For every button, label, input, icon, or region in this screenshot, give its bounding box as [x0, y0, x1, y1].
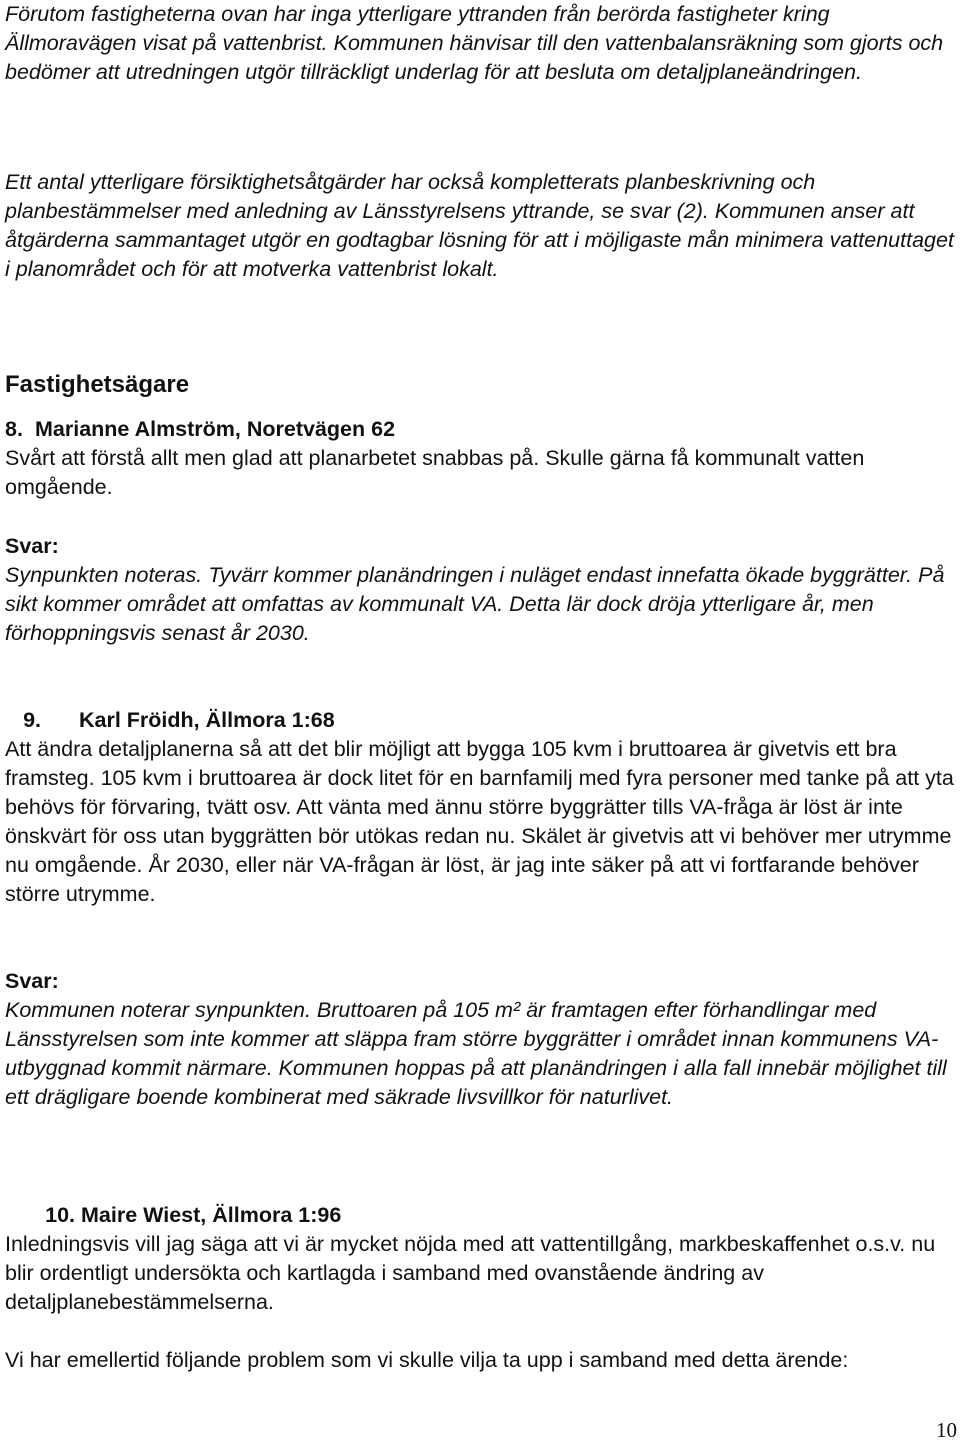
- item-comment: Svårt att förstå allt men glad att planarbetet snabbas på. Skulle gärna få kommunalt vatten omgående.: [5, 446, 865, 499]
- svar-label: Svar:: [5, 534, 59, 558]
- item-name: Maire Wiest, Ällmora 1:96: [81, 1203, 342, 1227]
- svar-text: Kommunen noterar synpunkten. Bruttoaren på 105 m² är framtagen efter förhandlingar med Länsstyrelsen som inte kommer att släppa fram större byggrätter i området innan kommunens VA-utbyggnad kommit närmare. Kommunen hoppas på att planändringen i alla fall innebär möjlighet till ett drägligare boende kombinerat med säkrade livsvillkor för naturlivet.: [5, 998, 947, 1109]
- item-name: Marianne Almström, Noretvägen 62: [35, 417, 396, 441]
- item-name: Karl Fröidh, Ällmora 1:68: [79, 708, 335, 732]
- svar-label: Svar:: [5, 969, 59, 993]
- item-number: 10.: [45, 1203, 75, 1227]
- item-comment: Inledningsvis vill jag säga att vi är mycket nöjda med att vattentillgång, markbeskaffenhet o.s.v. nu blir ordentligt undersökta och kartlagda i samband med ovanstående ändring av detaljplanebestämmelserna.: [5, 1232, 936, 1314]
- item-number: 9.: [23, 708, 41, 732]
- svar-text: Synpunkten noteras. Tyvärr kommer planändringen i nuläget endast innefatta ökade byggrätter. På sikt kommer området att omfattas av kommunalt VA. Detta lär dock dröja ytterligare år, men förhoppningsvis senast år 2030.: [5, 563, 945, 645]
- intro-paragraph: Förutom fastigheterna ovan har inga ytterligare yttranden från berörda fastigheter kring Ällmoravägen visat på vattenbrist. Kommunen hänvisar till den vattenbalansräkning som gjorts och bedömer att utredningen utgör tillräckligt underlag för att besluta om detaljplaneändringen.: [5, 2, 944, 84]
- item-heading: [5, 1201, 957, 1230]
- page-number: 10: [936, 1418, 957, 1442]
- item-comment: Att ändra detaljplanerna så att det blir möjligt att bygga 105 kvm i bruttoarea är givetvis ett bra framsteg. 105 kvm i bruttoarea är dock litet för en barnfamilj med fyra personer med tanke på att yta behövs för förvaring, tvätt osv. Att vänta med ännu större byggrätter tills VA-fråga är löst är inte önskvärt för oss utan byggrätten bör utökas redan nu. Skälet är givetvis att vi behöver mer utrymme nu omgående. År 2030, eller när VA-frågan är löst, är jag inte säker på att vi fortfarande behöver större utrymme.: [5, 737, 954, 906]
- section-heading: Fastighetsägare: [5, 371, 190, 398]
- item-heading: [5, 706, 957, 735]
- response-paragraph: Ett antal ytterligare försiktighetsåtgärder har också kompletterats planbeskrivning och planbestämmelser med anledning av Länsstyrelsens yttrande, se svar (2). Kommunen anser att åtgärderna sammantaget utgör en godtagbar lösning för att i möjligaste mån minimera vattenuttaget i planområdet och för att motverka vattenbrist lokalt.: [5, 170, 954, 281]
- item-heading: [5, 415, 957, 444]
- item-number: 8.: [5, 417, 23, 441]
- item-comment-continued: Vi har emellertid följande problem som vi skulle vilja ta upp i samband med detta ärende:: [5, 1348, 849, 1372]
